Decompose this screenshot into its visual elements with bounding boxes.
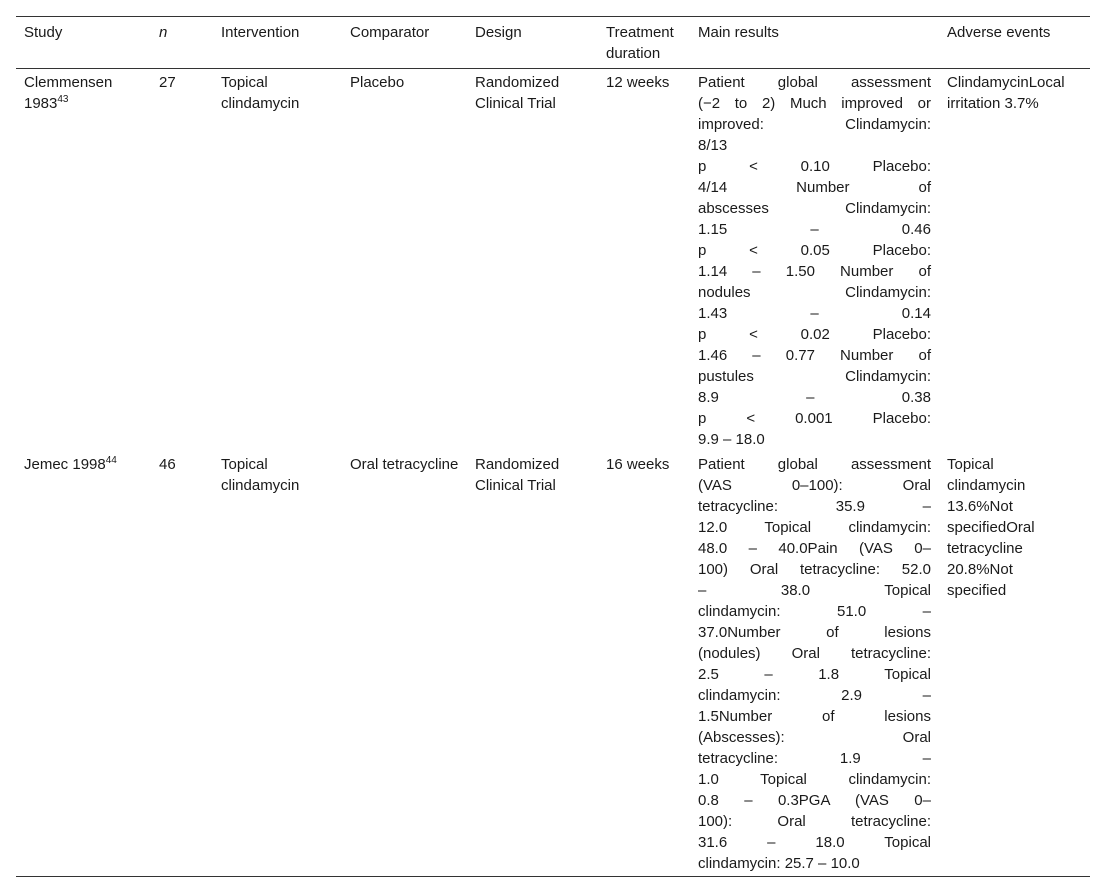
results-line: clindamycin: 51.0 – — [698, 603, 931, 620]
results-line: (−2 to 2) Much improved or — [698, 95, 931, 112]
adverse-line: ClindamycinLocal — [947, 74, 1065, 91]
results-line: tetracycline: 35.9 – — [698, 498, 931, 515]
results-line: p < 0.10 Placebo: — [698, 158, 931, 175]
results-line: 1.43 – 0.14 — [698, 305, 931, 322]
adverse-line: 13.6%Not — [947, 498, 1013, 515]
results-line: (Abscesses): Oral — [698, 729, 931, 746]
results-line: 8/13 — [698, 137, 728, 154]
results-line: 1.46 – 0.77 Number of — [698, 347, 931, 364]
cell-n: 46 — [151, 451, 213, 877]
results-line: 37.0Number of lesions — [698, 624, 931, 641]
results-line: 2.5 – 1.8 Topical — [698, 666, 931, 683]
cell-design: Randomized Clinical Trial — [475, 74, 560, 112]
cell-comparator: Oral tetracycline — [342, 451, 467, 877]
results-line: tetracycline: 1.9 – — [698, 750, 931, 767]
adverse-line: 20.8%Not — [947, 561, 1013, 578]
header-row — [16, 17, 1090, 69]
results-line: 100) Oral tetracycline: 52.0 — [698, 561, 931, 578]
results-line: 1.0 Topical clindamycin: — [698, 771, 931, 788]
reference-number: 44 — [105, 455, 117, 466]
cell-comparator: Placebo — [350, 74, 405, 91]
cell-results — [690, 451, 939, 877]
cell-study — [16, 69, 151, 452]
results-line: p < 0.02 Placebo: — [698, 326, 931, 343]
cell-results — [690, 69, 939, 452]
reference-number: 43 — [57, 94, 69, 105]
adverse-line: specified — [947, 582, 1007, 599]
results-line: clindamycin: 2.9 – — [698, 687, 931, 704]
results-line: pustules Clindamycin: — [698, 368, 931, 385]
adverse-line: tetracycline — [947, 540, 1023, 557]
study-name: Clemmensen 1983 — [24, 74, 113, 112]
cell-design: Randomized Clinical Trial — [467, 451, 598, 877]
cell-adverse — [939, 69, 1090, 452]
cell-adverse — [939, 451, 1090, 877]
results-line: 31.6 – 18.0 Topical — [698, 834, 931, 851]
header-study: Study — [16, 17, 151, 69]
cell-intervention: Topical clindamycin — [221, 74, 300, 112]
study-name: Jemec 1998 — [24, 456, 106, 473]
study-table-container — [16, 16, 1090, 877]
table-header — [16, 17, 1090, 69]
results-line: 0.8 – 0.3PGA (VAS 0– — [698, 792, 931, 809]
adverse-line: Topical — [947, 456, 994, 473]
adverse-line: specifiedOral — [947, 519, 1035, 536]
header-design: Design — [467, 17, 598, 69]
results-line: p < 0.001 Placebo: — [698, 410, 931, 427]
results-line: 4/14 Number of — [698, 179, 931, 196]
results-line: Patient global assessment — [698, 456, 931, 473]
adverse-line: irritation 3.7% — [947, 95, 1039, 112]
cell-n: 27 — [159, 74, 176, 91]
results-line: abscesses Clindamycin: — [698, 200, 931, 217]
header-duration: Treatment duration — [598, 17, 690, 69]
study-table — [16, 16, 1090, 877]
results-line: p < 0.05 Placebo: — [698, 242, 931, 259]
results-line: 1.5Number of lesions — [698, 708, 931, 725]
results-line: 8.9 – 0.38 — [698, 389, 931, 406]
results-line: improved: Clindamycin: — [698, 116, 931, 133]
results-line: 12.0 Topical clindamycin: — [698, 519, 931, 536]
results-line: 100): Oral tetracycline: — [698, 813, 931, 830]
cell-intervention: Topical clindamycin — [213, 451, 342, 877]
table-row — [16, 451, 1090, 877]
results-line: 9.9 – 18.0 — [698, 431, 765, 448]
cell-duration: 12 weeks — [606, 74, 670, 91]
results-line: Patient global assessment — [698, 74, 931, 91]
results-line: (VAS 0–100): Oral — [698, 477, 931, 494]
header-intervention: Intervention — [213, 17, 342, 69]
results-line: 1.14 – 1.50 Number of — [698, 263, 931, 280]
results-line: 1.15 – 0.46 — [698, 221, 931, 238]
header-results: Main results — [690, 17, 939, 69]
results-line: 48.0 – 40.0Pain (VAS 0– — [698, 540, 931, 557]
header-n: n — [151, 17, 213, 69]
header-adverse: Adverse events — [939, 17, 1090, 69]
table-row — [16, 69, 1090, 452]
cell-study — [16, 451, 151, 877]
adverse-line: clindamycin — [947, 477, 1026, 494]
results-line: nodules Clindamycin: — [698, 284, 931, 301]
header-comparator: Comparator — [342, 17, 467, 69]
results-line: – 38.0 Topical — [698, 582, 931, 599]
table-body — [16, 69, 1090, 877]
results-line: (nodules) Oral tetracycline: — [698, 645, 931, 662]
results-line: clindamycin: 25.7 – 10.0 — [698, 855, 860, 872]
cell-duration: 16 weeks — [598, 451, 690, 877]
